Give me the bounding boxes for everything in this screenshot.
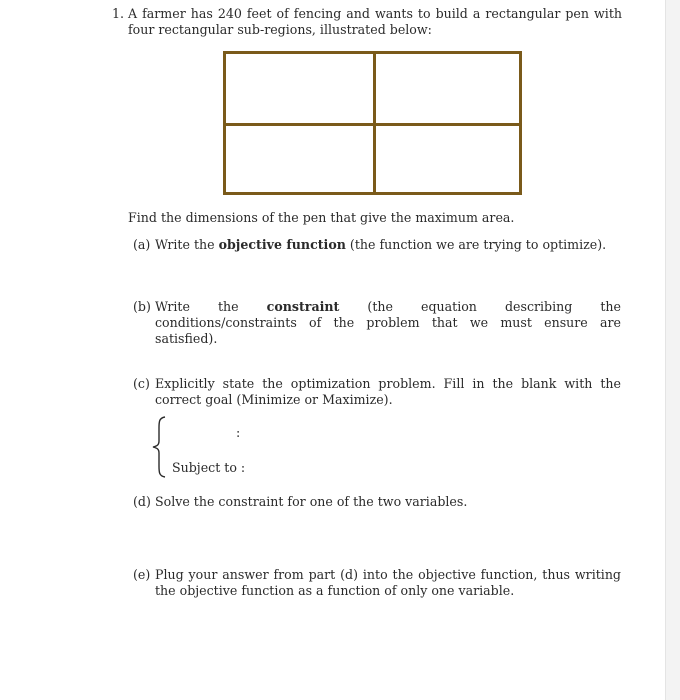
part-b-pre: Write the bbox=[155, 299, 267, 314]
part-e-label: (e) bbox=[133, 567, 151, 582]
problem-number: 1. bbox=[112, 6, 125, 21]
part-a-bold: objective function bbox=[218, 237, 346, 252]
part-b-bold: constraint bbox=[266, 299, 340, 314]
part-c-text: Explicitly state the optimization problem. Fill in the blank with the correct goal (Minimize or Maximize). bbox=[155, 376, 621, 407]
intro-text: Find the dimensions of the pen that give the maximum area. bbox=[128, 210, 515, 225]
part-b-label: (b) bbox=[133, 299, 151, 314]
part-d bbox=[133, 494, 621, 510]
part-d-label: (d) bbox=[133, 494, 151, 509]
pen-horizontal-divider bbox=[226, 123, 519, 126]
part-e bbox=[133, 567, 621, 599]
part-c bbox=[133, 376, 621, 408]
problem-text: A farmer has 240 feet of fencing and wants to build a rectangular pen with four rectangular sub-regions, illustrated below: bbox=[128, 6, 622, 37]
part-a bbox=[133, 237, 621, 253]
problem-statement bbox=[112, 6, 622, 38]
part-a-text bbox=[155, 237, 621, 253]
goal-colon: : bbox=[236, 425, 241, 440]
left-brace bbox=[150, 416, 168, 478]
part-e-text: Plug your answer from part (d) into the objective function, thus writing the objective function as a function of only one variable. bbox=[155, 567, 621, 598]
part-a-label: (a) bbox=[133, 237, 151, 252]
page-edge bbox=[665, 0, 680, 700]
part-b-post: (the equation describing the conditions/constraints of the problem that we must ensure are satisfied). bbox=[155, 299, 621, 346]
pen-diagram bbox=[223, 51, 522, 195]
part-a-post: (the function we are trying to optimize). bbox=[345, 237, 607, 252]
part-b-text bbox=[155, 299, 621, 347]
part-b bbox=[133, 299, 621, 347]
subject-to-label: Subject to : bbox=[172, 460, 246, 475]
part-c-label: (c) bbox=[133, 376, 150, 391]
part-d-text: Solve the constraint for one of the two variables. bbox=[155, 494, 468, 509]
part-a-pre: Write the bbox=[155, 237, 219, 252]
